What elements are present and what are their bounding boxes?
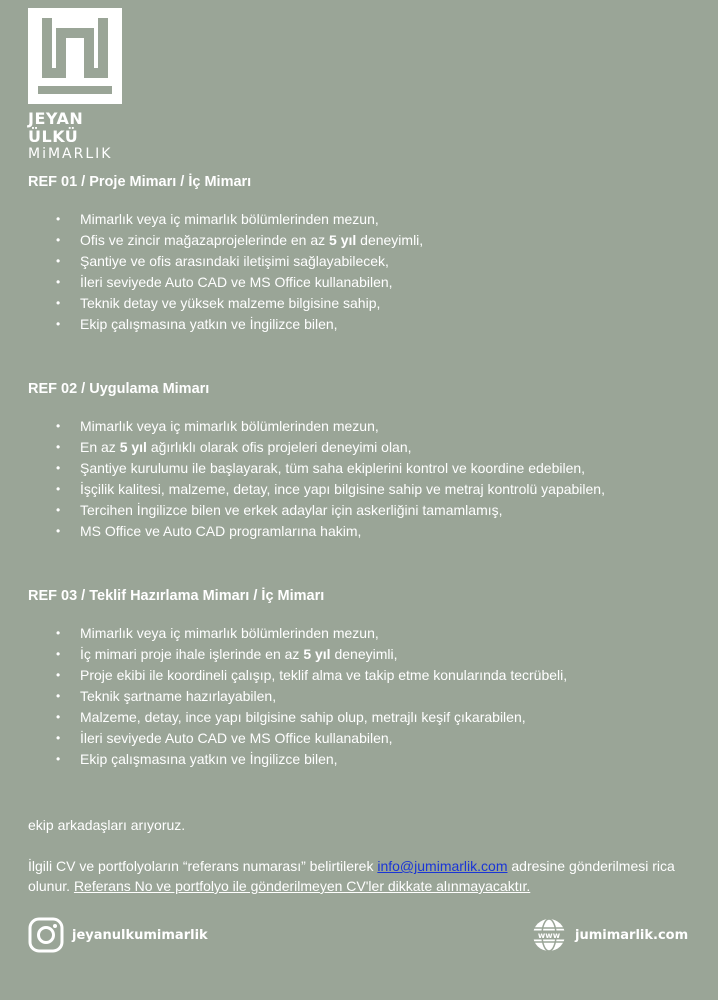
company-logo xyxy=(28,8,124,162)
ref-02-section xyxy=(28,380,708,542)
list-item: • Proje ekibi ile koordineli çalışıp, teklif alma ve takip etme konularında tecrübeli, xyxy=(28,665,708,686)
cv-text-before: İlgili CV ve portfolyoların “referans numarası” belirtilerek xyxy=(28,858,378,874)
list-item: • Teknik şartname hazırlayabilen, xyxy=(28,686,708,707)
list-item: • Şantiye ve ofis arasındaki iletişimi sağlayabilecek, xyxy=(28,251,708,272)
ref-03-list xyxy=(28,623,708,770)
list-item: • Teknik detay ve yüksek malzeme bilgisine sahip, xyxy=(28,293,708,314)
bullet-icon: • xyxy=(56,647,61,661)
list-item: • Ofis ve zincir mağazaprojelerinde en az 5 yıl deneyimli, xyxy=(28,230,708,251)
ref-02-list xyxy=(28,416,708,542)
list-item: • Ekip çalışmasına yatkın ve İngilizce bilen, xyxy=(28,314,708,335)
svg-text:www: www xyxy=(537,931,561,940)
instagram-icon xyxy=(28,917,64,953)
bullet-icon: • xyxy=(56,752,61,766)
list-item: • Malzeme, detay, ince yapı bilgisine sahip olup, metrajlı keşif çıkarabilen, xyxy=(28,707,708,728)
bullet-icon: • xyxy=(56,524,61,538)
ref-01-title: REF 01 / Proje Mimarı / İç Mimarı xyxy=(28,174,252,190)
bullet-icon: • xyxy=(56,461,61,475)
bullet-icon: • xyxy=(56,440,61,454)
list-item: • İç mimari proje ihale işlerinde en az 5 yıl deneyimli, xyxy=(28,644,708,665)
brand-name: JEYAN ÜLKÜ xyxy=(28,109,84,146)
bullet-icon: • xyxy=(56,233,61,247)
cv-text-after: adresine gönderilmesi rica olunur. xyxy=(28,858,675,894)
bullet-icon: • xyxy=(56,482,61,496)
ref-02-title: REF 02 / Uygulama Mimarı xyxy=(28,381,210,397)
bullet-icon: • xyxy=(56,419,61,433)
bullet-icon: • xyxy=(56,254,61,268)
list-item: • Şantiye kurulumu ile başlayarak, tüm saha ekiplerini kontrol ve koordine edebilen, xyxy=(28,458,708,479)
website-label: jumimarlik.com xyxy=(575,927,689,943)
instagram-label: jeyanulkumimarlik xyxy=(72,927,208,943)
closing-text: ekip arkadaşları arıyoruz. xyxy=(28,817,186,833)
ref-03-section xyxy=(28,587,708,770)
bullet-icon: • xyxy=(56,275,61,289)
website-link[interactable] xyxy=(531,917,688,953)
cv-warning: Referans No ve portfolyo ile gönderilmeyen CV'ler dikkate alınmayacaktır. xyxy=(73,878,531,894)
globe-www-icon xyxy=(531,917,567,953)
bullet-icon: • xyxy=(56,626,61,640)
bullet-icon: • xyxy=(56,317,61,331)
list-item: • En az 5 yıl ağırlıklı olarak ofis projeleri deneyimi olan, xyxy=(28,437,708,458)
bullet-icon: • xyxy=(56,296,61,310)
bullet-icon: • xyxy=(56,212,61,226)
list-item: • Tercihen İngilizce bilen ve erkek adaylar için askerliğini tamamlamış, xyxy=(28,500,708,521)
list-item: • İleri seviyede Auto CAD ve MS Office kullanabilen, xyxy=(28,728,708,749)
list-item: • İleri seviyede Auto CAD ve MS Office kullanabilen, xyxy=(28,272,708,293)
list-item: • Mimarlık veya iç mimarlık bölümlerinden mezun, xyxy=(28,623,708,644)
list-item: • MS Office ve Auto CAD programlarına hakim, xyxy=(28,521,708,542)
ref-03-title: REF 03 / Teklif Hazırlama Mimarı / İç Mimarı xyxy=(28,588,325,604)
list-item: • Ekip çalışmasına yatkın ve İngilizce bilen, xyxy=(28,749,708,770)
email-link[interactable]: info@jumimarlik.com xyxy=(377,858,508,874)
bullet-icon: • xyxy=(56,503,61,517)
list-item: • Mimarlık veya iç mimarlık bölümlerinden mezun, xyxy=(28,416,708,437)
list-item: • Mimarlık veya iç mimarlık bölümlerinden mezun, xyxy=(28,209,708,230)
bullet-icon: • xyxy=(56,668,61,682)
bullet-icon: • xyxy=(56,731,61,745)
list-item: • İşçilik kalitesi, malzeme, detay, ince yapı bilgisine sahip ve metraj kontrolü yapabilen, xyxy=(28,479,708,500)
logo-mark-icon xyxy=(28,8,122,104)
instagram-handle[interactable] xyxy=(28,917,208,953)
cv-instructions xyxy=(28,856,718,896)
bullet-icon: • xyxy=(56,689,61,703)
ref-01-list xyxy=(28,209,708,335)
brand-subtitle: MiMARLIK xyxy=(28,146,113,162)
ref-01-section xyxy=(28,173,708,335)
bullet-icon: • xyxy=(56,710,61,724)
